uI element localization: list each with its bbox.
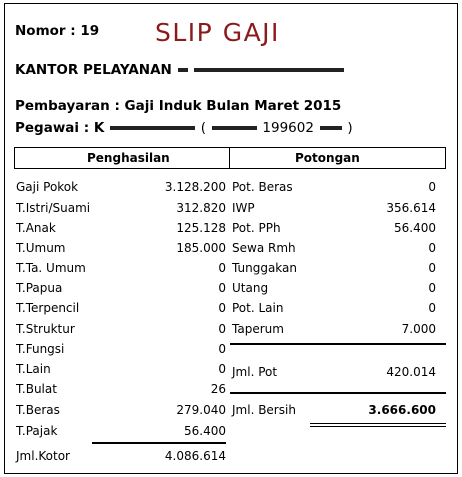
potongan-total-rule xyxy=(230,343,446,345)
redaction-mark xyxy=(194,68,344,72)
office-name xyxy=(15,62,345,78)
potongan-label: Sewa Rmh xyxy=(232,241,296,255)
jml-pot-label: Jml. Pot xyxy=(232,365,278,379)
potongan-value: 7.000 xyxy=(401,322,436,336)
potongan-value: 0 xyxy=(428,281,436,295)
bersih-rule xyxy=(230,392,446,394)
penghasilan-value: 26 xyxy=(210,382,226,396)
penghasilan-label: T.Struktur xyxy=(16,322,75,336)
penghasilan-label: T.Papua xyxy=(16,281,63,295)
jml-pot-value: 420.014 xyxy=(386,365,436,379)
penghasilan-value: 0 xyxy=(218,301,226,315)
penghasilan-value: 3.128.200 xyxy=(164,180,226,194)
potongan-label: Taperum xyxy=(232,322,284,336)
potongan-label: Pot. PPh xyxy=(232,221,281,235)
salary-slip xyxy=(4,3,458,474)
bersih-double-rule-bottom xyxy=(310,426,446,427)
employee-nip-fragment: 199602 xyxy=(262,120,314,136)
penghasilan-value: 279.040 xyxy=(176,403,226,417)
redaction-mark xyxy=(212,126,257,130)
table-header xyxy=(14,147,446,169)
potongan-value: 0 xyxy=(428,241,436,255)
potongan-label: Tunggakan xyxy=(232,261,298,275)
penghasilan-label: T.Terpencil xyxy=(16,301,80,315)
column-header-potongan: Potongan xyxy=(295,151,360,165)
payment-period: Pembayaran : Gaji Induk Bulan Maret 2015 xyxy=(15,98,342,114)
potongan-label: Pot. Beras xyxy=(232,180,293,194)
penghasilan-label: T.Umum xyxy=(16,241,66,255)
potongan-value: 0 xyxy=(428,180,436,194)
penghasilan-label: T.Bulat xyxy=(16,382,57,396)
potongan-value: 0 xyxy=(428,301,436,315)
kotor-rule xyxy=(92,442,226,444)
employee-label: Pegawai : K xyxy=(15,120,105,136)
office-label: KANTOR PELAYANAN xyxy=(15,62,172,78)
slip-number: Nomor : 19 xyxy=(15,23,100,39)
column-header-penghasilan: Penghasilan xyxy=(87,151,170,165)
column-divider xyxy=(229,148,230,168)
potongan-value: 56.400 xyxy=(394,221,436,235)
penghasilan-value: 125.128 xyxy=(176,221,226,235)
bersih-double-rule-top xyxy=(310,423,446,424)
slip-title: SLIP GAJI xyxy=(155,18,280,47)
penghasilan-label: T.Ta. Umum xyxy=(16,261,86,275)
penghasilan-value: 0 xyxy=(218,362,226,376)
penghasilan-value: 0 xyxy=(218,322,226,336)
penghasilan-value: 0 xyxy=(218,261,226,275)
redaction-mark xyxy=(320,126,342,130)
penghasilan-value: 312.820 xyxy=(176,201,226,215)
potongan-value: 0 xyxy=(428,261,436,275)
jml-bersih-value: 3.666.600 xyxy=(368,403,436,417)
salary-table xyxy=(14,147,446,469)
penghasilan-label: T.Fungsi xyxy=(16,342,65,356)
potongan-label: IWP xyxy=(232,201,255,215)
potongan-label: Utang xyxy=(232,281,269,295)
potongan-label: Pot. Lain xyxy=(232,301,284,315)
penghasilan-label: T.Beras xyxy=(16,403,60,417)
jml-bersih-label: Jml. Bersih xyxy=(232,403,296,417)
jml-kotor-label: Jml.Kotor xyxy=(16,449,70,463)
redaction-mark xyxy=(178,68,188,72)
penghasilan-label: T.Anak xyxy=(16,221,56,235)
penghasilan-value: 0 xyxy=(218,342,226,356)
penghasilan-value: 56.400 xyxy=(184,424,226,438)
penghasilan-value: 0 xyxy=(218,281,226,295)
potongan-value: 356.614 xyxy=(386,201,436,215)
penghasilan-label: Gaji Pokok xyxy=(16,180,79,194)
penghasilan-label: T.Pajak xyxy=(16,424,58,438)
jml-kotor-value: 4.086.614 xyxy=(164,449,226,463)
redaction-mark xyxy=(110,126,195,130)
penghasilan-label: T.Istri/Suami xyxy=(16,201,91,215)
penghasilan-value: 185.000 xyxy=(176,241,226,255)
employee-line: Pegawai : K ( 199602 ) xyxy=(15,120,353,136)
penghasilan-label: T.Lain xyxy=(16,362,51,376)
